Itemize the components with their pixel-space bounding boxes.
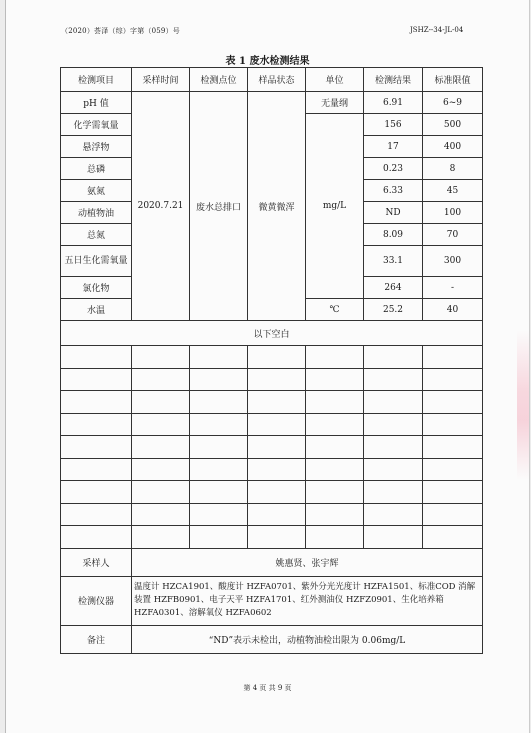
result-cell: 6.91: [364, 92, 423, 114]
column-header: 检测项目: [61, 68, 132, 92]
table-header-row: [61, 68, 483, 92]
item-cell: pH 值: [61, 92, 132, 114]
instrument-label: 检测仪器: [61, 576, 132, 625]
empty-row: [61, 391, 483, 414]
limit-cell: 6~9: [423, 92, 483, 114]
document-page: [5, 0, 530, 733]
result-cell: 264: [364, 277, 423, 299]
column-header: 检测点位: [190, 68, 248, 92]
seal-edge-mark: [517, 330, 529, 480]
empty-row: [61, 346, 483, 369]
instrument-value: 温度计 HZCA1901、酸度计 HZFA0701、紫外分光光度计 HZFA1501、标准COD 消解装置 HZFB0901、电子天平 HZFA1701、红外测油仪 HZFZ0901、生化培养箱 HZFA0301、溶解氧仪 HZFA0602: [132, 576, 483, 625]
result-cell: ND: [364, 202, 423, 224]
unit-cell: 无量纲: [306, 92, 364, 114]
result-cell: 156: [364, 114, 423, 136]
limit-cell: 45: [423, 180, 483, 202]
item-cell: 动植物油: [61, 202, 132, 224]
results-table: [60, 67, 483, 654]
item-cell: 氨氮: [61, 180, 132, 202]
empty-row: [61, 413, 483, 436]
column-header: 检测结果: [364, 68, 423, 92]
item-cell: 五日生化需氧量: [61, 246, 132, 277]
sampling-point-cell: 废水总排口: [190, 92, 248, 321]
limit-cell: 40: [423, 299, 483, 321]
result-cell: 33.1: [364, 246, 423, 277]
empty-row: [61, 436, 483, 459]
limit-cell: 100: [423, 202, 483, 224]
result-cell: 25.2: [364, 299, 423, 321]
limit-cell: 300: [423, 246, 483, 277]
page-number: 第 4 页 共 9 页: [243, 684, 292, 692]
sampling-time-cell: 2020.7.21: [132, 92, 190, 321]
column-header: 标准限值: [423, 68, 483, 92]
limit-cell: 70: [423, 224, 483, 246]
limit-cell: 500: [423, 114, 483, 136]
report-number: （2020）荟泽（综）字第（059）号: [61, 27, 180, 35]
item-cell: 水温: [61, 299, 132, 321]
table-row: [61, 92, 483, 114]
empty-row: [61, 481, 483, 504]
limit-cell: -: [423, 277, 483, 299]
remark-row: [61, 625, 483, 653]
unit-cell: mg/L: [306, 114, 364, 299]
sampler-label: 采样人: [61, 548, 132, 576]
table-title: 表 1 废水检测结果: [225, 56, 310, 67]
item-cell: 总氮: [61, 224, 132, 246]
item-cell: 氯化物: [61, 277, 132, 299]
result-cell: 17: [364, 136, 423, 158]
remark-label: 备注: [61, 625, 132, 653]
item-cell: 化学需氧量: [61, 114, 132, 136]
column-header: 样品状态: [248, 68, 306, 92]
column-header: 采样时间: [132, 68, 190, 92]
sampler-row: [61, 548, 483, 576]
limit-cell: 8: [423, 158, 483, 180]
sample-state-cell: 微黄微浑: [248, 92, 306, 321]
form-code: JSHZ--34-JL-04: [410, 26, 464, 34]
empty-row: [61, 458, 483, 481]
blank-note: 以下空白: [61, 321, 483, 346]
unit-cell: ℃: [306, 299, 364, 321]
empty-row: [61, 368, 483, 391]
empty-row: [61, 526, 483, 549]
sampler-value: 姚惠贤、张宇辉: [132, 548, 483, 576]
instrument-row: [61, 576, 483, 625]
result-cell: 0.23: [364, 158, 423, 180]
result-cell: 8.09: [364, 224, 423, 246]
item-cell: 总磷: [61, 158, 132, 180]
limit-cell: 400: [423, 136, 483, 158]
empty-row: [61, 503, 483, 526]
result-cell: 6.33: [364, 180, 423, 202]
remark-value: “ND”表示未检出，动植物油检出限为 0.06mg/L: [132, 625, 483, 653]
column-header: 单位: [306, 68, 364, 92]
item-cell: 悬浮物: [61, 136, 132, 158]
blank-note-row: [61, 321, 483, 346]
